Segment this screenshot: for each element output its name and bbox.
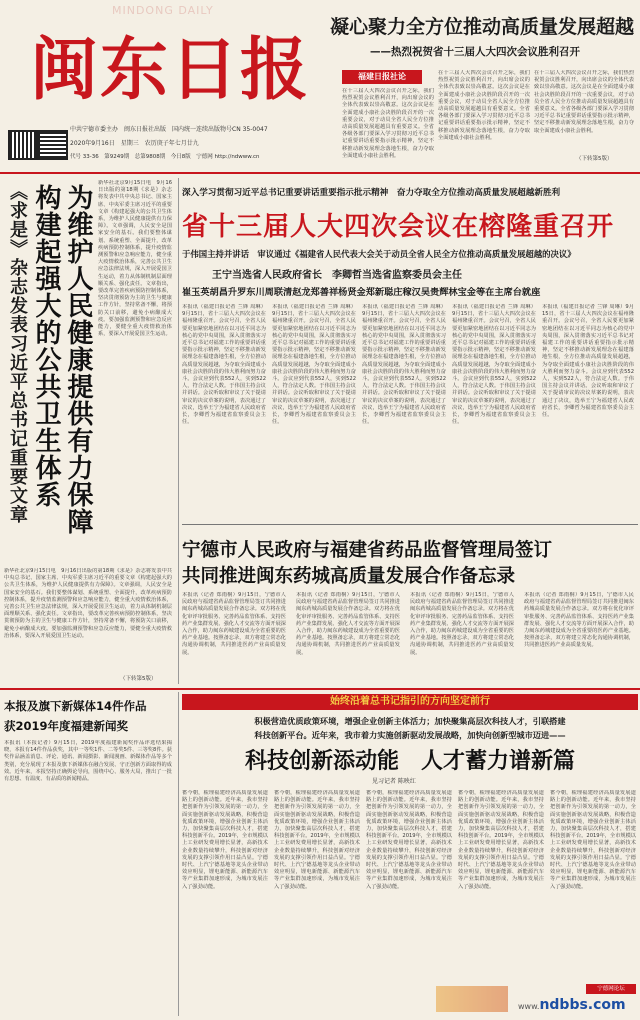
qr-code: [38, 130, 68, 160]
masthead-char: 报: [240, 30, 309, 110]
drug-body: 本报讯（记者 郑雨桐）9月15日，宁德市人民政府与福建省药品监督管理局签订共同推进闽东药城高质量发展合作备忘录。双方将在优化审评审批服务、完善药品监管体系、支持医药产业集群发展、强化人才交流等方面开展深入合作，助力闽东药城建设成为全省重要的医药产业基地。按照备忘录，双方将建立常态化沟通协调机制，共同推进医药产业高质量发展。: [410, 592, 514, 656]
drug-body: 本报讯（记者 郑雨桐）9月15日，宁德市人民政府与福建省药品监督管理局签订共同推进闽东药城高质量发展合作备忘录。双方将在优化审评审批服务、完善药品监管体系、支持医药产业集群发展、强化人才交流等方面开展深入合作，助力闽东药城建设成为全省重要的医药产业基地。按照备忘录，双方将建立常态化沟通协调机制，共同推进医药产业高质量发展。: [296, 592, 400, 656]
footer-logo-label: 宁德网论坛: [586, 984, 636, 994]
divider: [0, 172, 640, 174]
footer-logo[interactable]: [436, 982, 638, 1016]
drug-body: 本报讯（记者 郑雨桐）9月15日，宁德市人民政府与福建省药品监督管理局签订共同推进闽东药城高质量发展合作备忘录。双方将在优化审评审批服务、完善药品监管体系、支持医药产业集群发展、强化人才交流等方面开展深入合作，助力闽东药城建设成为全省重要的医药产业基地。按照备忘录，双方将建立常态化沟通协调机制，共同推进医药产业高质量发展。: [524, 592, 634, 649]
masthead-sponsor: 中共宁德市委主办 闽东日报社出版 国内统一连续出版物号CN 35-0047: [70, 126, 268, 133]
media-headline: 获2019年度福建新闻奖: [4, 719, 129, 733]
media-body: 本报讯（本报记者）9月15日，2019年度福建新闻奖作品评选结果揭晓，本报有14件作品获奖，其中一等奖1件、二等奖5件、三等奖8件。获奖作品涵盖消息、评论、通讯、新闻摄影、新闻漫画、新媒体作品等多个类别，充分展现了本报及旗下新媒体在融合发展、守正创新方面取得的成效。近年来，本报坚持正确舆论导向，围绕中心、服务大局，推出了一批有思想、有温度、有品质的新闻精品。: [4, 740, 172, 783]
conference-sub: 于伟国主持并讲话 审议通过《福建省人民代表大会关于动员全省人民全方位推动高质量发展超越的决议》: [182, 249, 576, 259]
qiushi-title: 《求是》杂志发表习近平总书记重要文章: [7, 182, 28, 524]
innovation-body: 蓄今朝，梳理福建经济高质量发展道路上的创新动能。近年来，我市坚持把创新作为引领发展的第一动力，全面实施创新驱动发展战略，积极营造优质政策环境，增强企业创新主体活力，加快聚集高层次科技人才，搭建科技创新平台。2019年，全市规模以上工业研发费用增长显著，高新技术企业数量持续攀升，科技创新对经济发展的支撑引领作用日益凸显。宁德时代、上汽宁德基地等龙头企业带动效应明显，锂电新能源、新能源汽车等产业集群加速形成，为城市发展注入了强劲动能。: [182, 790, 268, 890]
innovation-body: 蓄今朝，梳理福建经济高质量发展道路上的创新动能。近年来，我市坚持把创新作为引领发展的第一动力，全面实施创新驱动发展战略，积极营造优质政策环境，增强企业创新主体活力，加快聚集高层次科技人才，搭建科技创新平台。2019年，全市规模以上工业研发费用增长显著，高新技术企业数量持续攀升，科技创新对经济发展的支撑引领作用日益凸显。宁德时代、上汽宁德基地等龙头企业带动效应明显，锂电新能源、新能源汽车等产业集群加速形成，为城市发展注入了强劲动能。: [366, 790, 452, 890]
innovation-body: 蓄今朝，梳理福建经济高质量发展道路上的创新动能。近年来，我市坚持把创新作为引领发展的第一动力，全面实施创新驱动发展战略，积极营造优质政策环境，增强企业创新主体活力，加快聚集高层次科技人才，搭建科技创新平台。2019年，全市规模以上工业研发费用增长显著，高新技术企业数量持续攀升，科技创新对经济发展的支撑引领作用日益凸显。宁德时代、上汽宁德基地等龙头企业带动效应明显，锂电新能源、新能源汽车等产业集群加速形成，为城市发展注入了强劲动能。: [274, 790, 360, 890]
editorial-headline: 凝心聚力全方位推动高质量发展超越: [330, 16, 635, 38]
divider: [178, 692, 179, 1016]
drug-headline: 共同推进闽东药城高质量发展合作备忘录: [182, 566, 516, 587]
innovation-body: 蓄今朝，梳理福建经济高质量发展道路上的创新动能。近年来，我市坚持把创新作为引领发展的第一动力，全面实施创新驱动发展战略，积极营造优质政策环境，增强企业创新主体活力，加快聚集高层次科技人才，搭建科技创新平台。2019年，全市规模以上工业研发费用增长显著，高新技术企业数量持续攀升，科技创新对经济发展的支撑引领作用日益凸显。宁德时代、上汽宁德基地等龙头企业带动效应明显，锂电新能源、新能源汽车等产业集群加速形成，为城市发展注入了强劲动能。: [458, 790, 544, 890]
innovation-kicker: 积极营造优质政策环境，增强企业创新主体活力；加快聚集高层次科技人才，引联搭建: [254, 716, 566, 726]
footer-logo-prefix: www.: [518, 1002, 540, 1011]
divider: [0, 688, 640, 690]
conference-sub: 崔玉英胡昌升罗东川周联清赵龙郑善祥杨贤金郑新聪庄稼汉吴贵辉林宝金等在主席台就座: [182, 287, 541, 298]
innovation-byline: 见习记者 陈映红: [372, 778, 416, 785]
editorial-body: 在十三届人大四次会议召开之际，我们热烈祝贺会议胜利召开，向出席会议的全体代表致以崇高敬意。这次会议是在全面建成小康社会决胜阶段召开的一次重要会议，对于动员全省人民全方位推动高质量发展超越具有重要意义。全省各级各部门要深入学习贯彻习近平总书记重要讲话重要指示批示精神，坚定不移推动新发展理念落地生根，奋力夺取全面建成小康社会胜利。: [342, 88, 434, 159]
innovation-block: [182, 692, 638, 1018]
qiushi-headline: 为维护人民健康提供有力保障 构建起强大的公共卫生体系: [31, 184, 93, 562]
conference-body: 本报讯（福建日报记者 兰锋 周琳）9月15日，省十三届人大四次会议在福州隆重召开。会议号召，全省人民要更加紧密地团结在以习近平同志为核心的党中央周围，深入贯彻落实习近平总书记对福建工作的重要讲话重要指示批示精神，坚定不移推动新发展理念在福建落地生根，全方位推动高质量发展超越，为夺取全面建成小康社会决胜阶段的伟大胜利而努力奋斗。会议应到代表552人，实到522人，符合法定人数。于伟国主持会议并讲话。会议听取和审议了关于提请审议的决议草案的说明，表决通过了决议，选举王宁为福建省人民政府省长，李卿哲为福建省监察委员会主任。: [452, 304, 536, 426]
divider: [178, 178, 179, 684]
conference-body: 本报讯（福建日报记者 兰锋 周琳）9月15日，省十三届人大四次会议在福州隆重召开。会议号召，全省人民要更加紧密地团结在以习近平同志为核心的党中央周围，深入贯彻落实习近平总书记对福建工作的重要讲话重要指示批示精神，坚定不移推动新发展理念在福建落地生根，全方位推动高质量发展超越，为夺取全面建成小康社会决胜阶段的伟大胜利而努力奋斗。会议应到代表552人，实到522人，符合法定人数。于伟国主持会议并讲话。会议听取和审议了关于提请审议的决议草案的说明，表决通过了决议，选举王宁为福建省人民政府省长，李卿哲为福建省监察委员会主任。: [272, 304, 356, 426]
media-works-block: [0, 692, 176, 1016]
innovation-body: 蓄今朝，梳理福建经济高质量发展道路上的创新动能。近年来，我市坚持把创新作为引领发展的第一动力，全面实施创新驱动发展战略，积极营造优质政策环境，增强企业创新主体活力，加快聚集高层次科技人才，搭建科技创新平台。2019年，全市规模以上工业研发费用增长显著，高新技术企业数量持续攀升，科技创新对经济发展的支撑引领作用日益凸显。宁德时代、上汽宁德基地等龙头企业带动效应明显，锂电新能源、新能源汽车等产业集群加速形成，为城市发展注入了强劲动能。: [550, 790, 636, 890]
editorial-block: [330, 4, 636, 168]
masthead-watermark: MINDONG DAILY: [112, 4, 214, 17]
footer-logo-url: [518, 994, 626, 1013]
conference-kicker: 深入学习贯彻习近平总书记重要讲话重要指示批示精神 奋力夺取全方位推动高质量发展超越新胜利: [182, 188, 561, 198]
divider: [182, 524, 638, 525]
innovation-banner: 始终沿着总书记指引的方向坚定前行: [182, 694, 638, 710]
qr-code: [8, 130, 38, 160]
issue-line: 代号 33-36 第9249期 总第9808期 今日8版 宁德网 http://ndwww.cn: [70, 154, 260, 160]
drug-headline: 宁德市人民政府与福建省药品监督管理局签订: [182, 540, 553, 561]
media-headline: 本报及旗下新媒体14件作品: [4, 699, 147, 713]
footer-logo-text: ndbbs.com: [539, 997, 626, 1013]
drug-agreement-block: [182, 528, 638, 684]
masthead-title: [30, 20, 310, 120]
innovation-headline: 科技创新添动能 人才蓄力谱新篇: [244, 748, 575, 774]
conference-sub: 王宁当选省人民政府省长 李卿哲当选省监察委员会主任: [212, 270, 462, 281]
masthead-char: 闽: [30, 30, 99, 110]
editorial-body: 在十三届人大四次会议召开之际，我们热烈祝贺会议胜利召开，向出席会议的全体代表致以崇高敬意。这次会议是在全面建成小康社会决胜阶段召开的一次重要会议，对于动员全省人民全方位推动高质量发展超越具有重要意义。全省各级各部门要深入学习贯彻习近平总书记重要讲话重要指示批示精神，坚定不移推动新发展理念落地生根，奋力夺取全面建成小康社会胜利。: [438, 70, 530, 141]
conference-body: 本报讯（福建日报记者 兰锋 周琳）9月15日，省十三届人大四次会议在福州隆重召开。会议号召，全省人民要更加紧密地团结在以习近平同志为核心的党中央周围，深入贯彻落实习近平总书记对福建工作的重要讲话重要指示批示精神，坚定不移推动新发展理念在福建落地生根，全方位推动高质量发展超越，为夺取全面建成小康社会决胜阶段的伟大胜利而努力奋斗。会议应到代表552人，实到522人，符合法定人数。于伟国主持会议并讲话。会议听取和审议了关于提请审议的决议草案的说明，表决通过了决议，选举王宁为福建省人民政府省长，李卿哲为福建省监察委员会主任。: [182, 304, 266, 426]
conference-body: 本报讯（福建日报记者 兰锋 周琳）9月15日，省十三届人大四次会议在福州隆重召开。会议号召，全省人民要更加紧密地团结在以习近平同志为核心的党中央周围，深入贯彻落实习近平总书记对福建工作的重要讲话重要指示批示精神，坚定不移推动新发展理念在福建落地生根，全方位推动高质量发展超越，为夺取全面建成小康社会决胜阶段的伟大胜利而努力奋斗。会议应到代表552人，实到522人，符合法定人数。于伟国主持会议并讲话。会议听取和审议了关于提请审议的决议草案的说明，表决通过了决议，选举王宁为福建省人民政府省长，李卿哲为福建省监察委员会主任。: [362, 304, 446, 426]
qiushi-body: 新华社北京9月15日电 9月16日出版的第18期《求是》杂志将发表中共中央总书记、国家主席、中央军委主席习近平的重要文章《构建起强大的公共卫生体系，为维护人民健康提供有力保障》。文章强调，人民安全是国家安全的基石。我们要整体谋划、系统重塑、全面提升，改革疾病预防控制体系，提升疫情监测预警和应急响应能力，健全重大疫情救治体系，完善公共卫生应急法律法规，深入开展爱国卫生运动，着力从体制机制层面理顺关系、强化责任。文章指出，要改革完善疾病预防控制体系，坚决贯彻预防为主的卫生与健康工作方针，坚持常备不懈，将预防关口前移，避免小病酿成大疫。要加强监测预警和应急反应能力，要健全重大疫情救治体系，要深入开展爱国卫生运动。: [98, 180, 172, 338]
drug-body: 本报讯（记者 郑雨桐）9月15日，宁德市人民政府与福建省药品监督管理局签订共同推进闽东药城高质量发展合作备忘录。双方将在优化审评审批服务、完善药品监管体系、支持医药产业集群发展、强化人才交流等方面开展深入合作，助力闽东药城建设成为全省重要的医药产业基地。按照备忘录，双方将建立常态化沟通协调机制，共同推进医药产业高质量发展。: [182, 592, 286, 656]
date-line: 2020年9月16日 星期三 农历庚子年七月廿九: [70, 140, 199, 147]
masthead-char: 日: [170, 30, 239, 110]
editorial-more: （下转第5版）: [576, 156, 613, 162]
masthead-char: 东: [100, 30, 169, 110]
qiushi-block: [0, 176, 176, 688]
qiushi-more: （下转第5版）: [120, 676, 157, 682]
masthead: [0, 0, 316, 172]
editorial-body: 在十三届人大四次会议召开之际，我们热烈祝贺会议胜利召开，向出席会议的全体代表致以崇高敬意。这次会议是在全面建成小康社会决胜阶段召开的一次重要会议，对于动员全省人民全方位推动高质量发展超越具有重要意义。全省各级各部门要深入学习贯彻习近平总书记重要讲话重要指示批示精神，坚定不移推动新发展理念落地生根，奋力夺取全面建成小康社会胜利。: [534, 70, 634, 134]
footer-logo-art: [436, 986, 508, 1012]
conference-body: 本报讯（福建日报记者 兰锋 周琳）9月15日，省十三届人大四次会议在福州隆重召开。会议号召，全省人民要更加紧密地团结在以习近平同志为核心的党中央周围，深入贯彻落实习近平总书记对福建工作的重要讲话重要指示批示精神，坚定不移推动新发展理念在福建落地生根，全方位推动高质量发展超越，为夺取全面建成小康社会决胜阶段的伟大胜利而努力奋斗。会议应到代表552人，实到522人，符合法定人数。于伟国主持会议并讲话。会议听取和审议了关于提请审议的决议草案的说明，表决通过了决议，选举王宁为福建省人民政府省长，李卿哲为福建省监察委员会主任。: [542, 304, 634, 419]
conference-headline: 省十三届人大四次会议在榕隆重召开: [182, 212, 615, 242]
conference-block: [182, 176, 638, 522]
editorial-subtitle: ——热烈祝贺省十三届人大四次会议胜利召开: [370, 46, 580, 58]
qiushi-body: 新华社北京9月15日电 9月16日出版的第18期《求是》杂志将发表中共中央总书记、国家主席、中央军委主席习近平的重要文章《构建起强大的公共卫生体系，为维护人民健康提供有力保障》。文章强调，人民安全是国家安全的基石。我们要整体谋划、系统重塑、全面提升，改革疾病预防控制体系，提升疫情监测预警和应急响应能力，健全重大疫情救治体系，完善公共卫生应急法律法规，深入开展爱国卫生运动，着力从体制机制层面理顺关系、强化责任。文章指出，要改革完善疾病预防控制体系，坚决贯彻预防为主的卫生与健康工作方针，坚持常备不懈，将预防关口前移，避免小病酿成大疫。要加强监测预警和应急反应能力，要健全重大疫情救治体系，要深入开展爱国卫生运动。: [4, 568, 172, 639]
innovation-kicker: 科技创新平台。近年来，我市着力实施创新驱动发展战略，加快向创新型城市迈进——: [254, 730, 566, 740]
editorial-tag: 福建日报社论: [342, 70, 422, 84]
